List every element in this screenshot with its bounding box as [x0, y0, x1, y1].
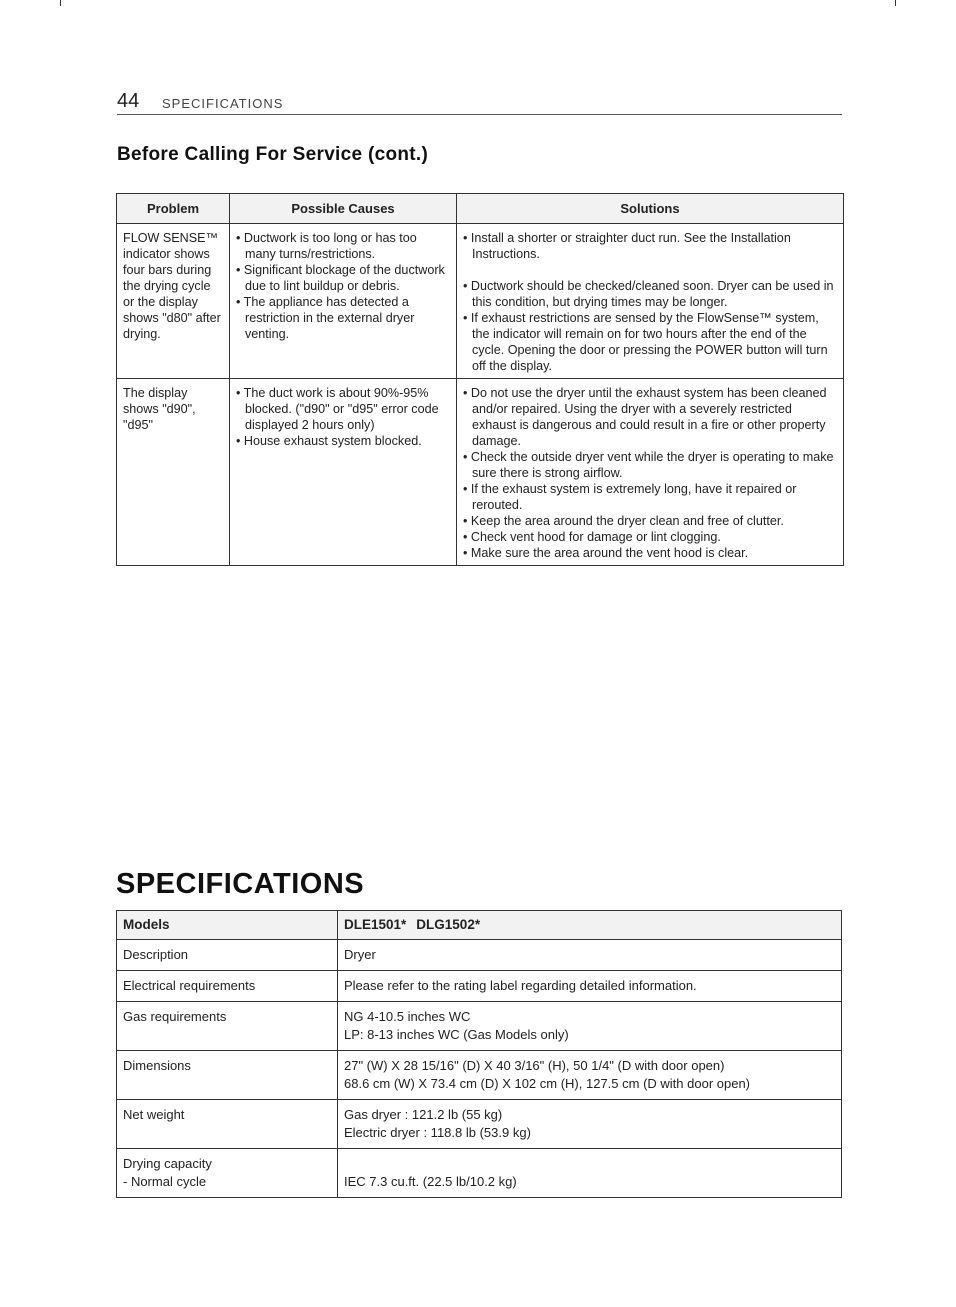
crop-mark — [60, 0, 61, 6]
spec-label: - Normal cycle — [123, 1174, 207, 1189]
spec-label: Net weight — [117, 1100, 338, 1149]
model-number: DLE1501* — [344, 917, 407, 932]
spec-row — [117, 1051, 842, 1100]
cause-item: • Ductwork is too long or has too many turns/restrictions. — [236, 231, 417, 261]
spec-row — [117, 1002, 842, 1051]
solution-item: • Check vent hood for damage or lint clogging. — [463, 530, 721, 544]
solution-item: • Do not use the dryer until the exhaust system has been cleaned and/or repaired. Using the dryer with a severely restricted exhaust is dangerous and could result in a fire or other property damage. — [463, 386, 827, 448]
solution-item: • Install a shorter or straighter duct run. See the Installation Instructions. — [463, 231, 791, 261]
solution-item: • Keep the area around the dryer clean and free of clutter. — [463, 514, 784, 528]
section-heading: Before Calling For Service (cont.) — [117, 144, 429, 165]
spec-row — [117, 1149, 842, 1198]
solution-item: • Make sure the area around the vent hood is clear. — [463, 546, 749, 560]
solution-item: • If the exhaust system is extremely long, have it repaired or rerouted. — [463, 482, 797, 512]
column-header-solutions: Solutions — [457, 194, 844, 224]
page-number: 44 — [117, 90, 140, 112]
solution-item: • Ductwork should be checked/cleaned soon. Dryer can be used in this condition, but drying times may be longer. — [463, 279, 834, 309]
spec-value: 27" (W) X 28 15/16" (D) X 40 3/16" (H), 50 1/4" (D with door open) — [344, 1058, 725, 1073]
spec-value-cell — [338, 1002, 842, 1051]
table-row — [117, 224, 844, 379]
spec-value-cell — [338, 1149, 842, 1198]
cause-item: • House exhaust system blocked. — [236, 434, 422, 448]
causes-cell — [230, 224, 457, 379]
crop-mark — [895, 0, 896, 6]
spec-value: LP: 8-13 inches WC (Gas Models only) — [344, 1027, 569, 1042]
problem-cell: The display shows "d90", "d95" — [117, 379, 230, 566]
spec-value: 68.6 cm (W) X 73.4 cm (D) X 102 cm (H), 127.5 cm (D with door open) — [344, 1076, 751, 1091]
spec-value: Please refer to the rating label regarding detailed information. — [338, 971, 842, 1002]
models-label: Models — [117, 911, 338, 940]
solutions-cell — [457, 379, 844, 566]
spec-value: NG 4-10.5 inches WC — [344, 1009, 471, 1024]
spacer — [344, 1155, 835, 1173]
spec-value-cell — [338, 1051, 842, 1100]
spec-label-cell — [117, 1149, 338, 1198]
spec-label: Dimensions — [117, 1051, 338, 1100]
solutions-cell — [457, 224, 844, 379]
table-header-row — [117, 194, 844, 224]
problem-cell: FLOW SENSE™ indicator shows four bars during the drying cycle or the display shows "d80" after drying. — [117, 224, 230, 379]
spec-value: Dryer — [338, 940, 842, 971]
spec-value: IEC 7.3 cu.ft. (22.5 lb/10.2 kg) — [344, 1174, 517, 1189]
troubleshooting-table — [116, 193, 844, 566]
column-header-problem: Problem — [117, 194, 230, 224]
models-row — [117, 911, 842, 940]
spec-label: Description — [117, 940, 338, 971]
spec-row — [117, 971, 842, 1002]
table-row — [117, 379, 844, 566]
page-header — [117, 90, 842, 115]
solution-item: • Check the outside dryer vent while the dryer is operating to make sure there is strong airflow. — [463, 450, 834, 480]
spec-label: Electrical requirements — [117, 971, 338, 1002]
header-section-label: SPECIFICATIONS — [162, 96, 284, 111]
spec-row — [117, 940, 842, 971]
cause-item: • The appliance has detected a restriction in the external dryer venting. — [236, 295, 415, 341]
solution-item: • If exhaust restrictions are sensed by the FlowSense™ system, the indicator will remain on for two hours after the end of the cycle. Opening the door or pressing the POWER button will turn off the display. — [463, 311, 828, 373]
causes-cell — [230, 379, 457, 566]
cause-item: • Significant blockage of the ductwork due to lint buildup or debris. — [236, 263, 445, 293]
spec-value-cell — [338, 1100, 842, 1149]
specifications-table — [116, 910, 842, 1198]
spec-value: Gas dryer : 121.2 lb (55 kg) — [344, 1107, 503, 1122]
model-number: DLG1502* — [416, 917, 481, 932]
cause-item: • The duct work is about 90%-95% blocked. ("d90" or "d95" error code displayed 2 hours only) — [236, 386, 439, 432]
spec-label: Gas requirements — [117, 1002, 338, 1051]
specifications-title: SPECIFICATIONS — [116, 868, 365, 900]
spec-value: Electric dryer : 118.8 lb (53.9 kg) — [344, 1125, 531, 1140]
models-cell — [338, 911, 842, 940]
column-header-causes: Possible Causes — [230, 194, 457, 224]
spec-label: Drying capacity — [123, 1156, 212, 1171]
spec-row — [117, 1100, 842, 1149]
